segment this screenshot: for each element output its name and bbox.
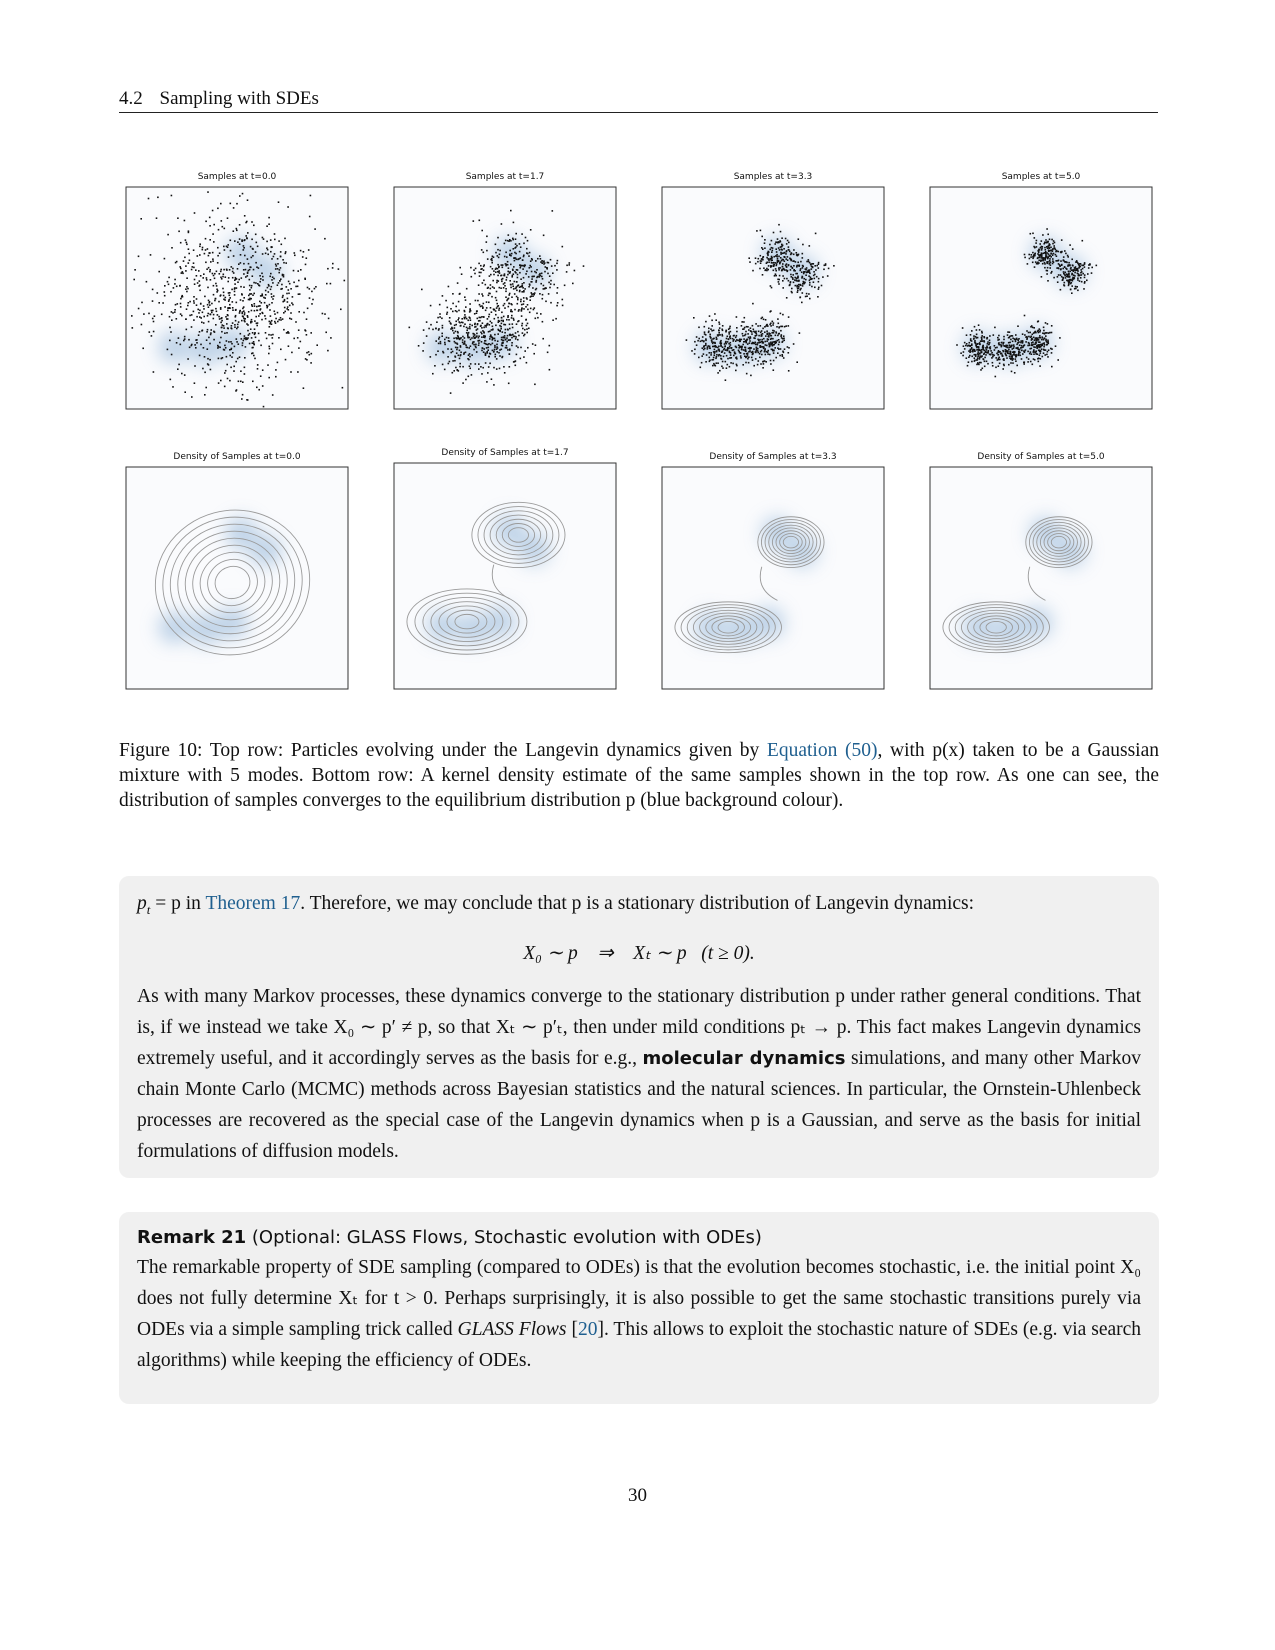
caption-text-1: Top row: Particles evolving under the Langevin dynamics given by bbox=[209, 740, 760, 761]
samples-panel-4 bbox=[929, 172, 1153, 410]
remark-heading bbox=[137, 1224, 1141, 1252]
glass-flows-term: GLASS Flows bbox=[457, 1319, 567, 1340]
panel-title: Samples at t=1.7 bbox=[465, 172, 545, 182]
density-plot bbox=[125, 466, 349, 690]
density-panel-3 bbox=[661, 452, 885, 690]
figure-caption bbox=[119, 738, 1159, 813]
panel-title: Samples at t=5.0 bbox=[1001, 172, 1081, 182]
section-number: 4.2 bbox=[119, 88, 143, 109]
density-plot bbox=[661, 466, 885, 690]
remark-box bbox=[119, 1212, 1159, 1404]
box-paragraph bbox=[137, 981, 1141, 1167]
remark-label: Remark 21 bbox=[137, 1227, 247, 1248]
panel-title: Density of Samples at t=3.3 bbox=[709, 452, 837, 462]
density-panel-2 bbox=[393, 448, 617, 690]
remark-text-b: . This allows to exploit the stochastic nature of SDEs (e.g. via search algorithms) while keeping the efficiency of ODEs. bbox=[137, 1319, 1142, 1371]
scatter-plot bbox=[661, 186, 885, 410]
scatter-plot bbox=[125, 186, 349, 410]
panel-title: Density of Samples at t=1.7 bbox=[441, 448, 569, 458]
density-panel-1 bbox=[125, 452, 349, 690]
box-line-1-text: = p in bbox=[150, 893, 206, 914]
box-line-1-rest: . Therefore, we may conclude that p is a stationary distribution of Langevin dynamics: bbox=[300, 893, 975, 914]
molecular-dynamics-term: molecular dynamics bbox=[642, 1047, 846, 1069]
density-plot bbox=[929, 466, 1153, 690]
paragraph-text-b: simulations, and many other Markov chain Monte Carlo (MCMC) methods across Bayesian statistics and the natural sciences. In particular, the Ornstein-Uhlenbeck processes are recovered as the special case of the Langevin dynamics when p is a Gaussian, and serve as the basis for initial formulations of diffusion models. bbox=[137, 1047, 1142, 1162]
panel-title: Density of Samples at t=0.0 bbox=[173, 452, 301, 462]
density-panel-4 bbox=[929, 452, 1153, 690]
cite-bracket-open: [ bbox=[571, 1319, 578, 1340]
samples-panel-1 bbox=[125, 172, 349, 410]
remark-text bbox=[137, 1252, 1141, 1376]
math-p: p bbox=[137, 893, 147, 914]
math-sub-t: t bbox=[146, 901, 151, 917]
scatter-plot bbox=[393, 186, 617, 410]
panel-title: Samples at t=0.0 bbox=[197, 172, 277, 182]
scatter-plot bbox=[929, 186, 1153, 410]
section-title: Sampling with SDEs bbox=[159, 88, 319, 109]
samples-panel-2 bbox=[393, 172, 617, 410]
cite-bracket-close: ] bbox=[597, 1319, 604, 1340]
remark-subtitle: (Optional: GLASS Flows, Stochastic evolution with ODEs) bbox=[251, 1227, 762, 1248]
box-line-1 bbox=[137, 888, 1141, 925]
equation-link[interactable]: Equation (50) bbox=[766, 740, 878, 761]
panel-title: Samples at t=3.3 bbox=[733, 172, 813, 182]
remark-text-a: The remarkable property of SDE sampling (compared to ODEs) is that the evolution becomes stochastic, i.e. the initial point X₀ does not fully determine Xₜ for t > 0. Perhaps surprisingly, it is also possible to get the same stochastic transitions purely via ODEs via a simple sampling trick called bbox=[137, 1257, 1141, 1340]
density-plot bbox=[393, 462, 617, 690]
panel-title: Density of Samples at t=5.0 bbox=[977, 452, 1105, 462]
theorem-link[interactable]: Theorem 17 bbox=[205, 893, 301, 914]
caption-text-2: , with p(x) taken to be a Gaussian mixture with 5 modes. Bottom row: A kernel density estimate of the same samples shown in the top row. As one can see, the distribution of samples converges to the equilibrium distribution p (blue background colour). bbox=[119, 740, 1159, 811]
page-number: 30 bbox=[628, 1485, 647, 1506]
samples-panel-3 bbox=[661, 172, 885, 410]
citation-link[interactable]: 20 bbox=[577, 1319, 598, 1340]
caption-label: Figure 10: bbox=[119, 740, 203, 761]
display-equation: X₀ ∼ p ⇒ Xₜ ∼ p (t ≥ 0). bbox=[523, 942, 755, 964]
running-head bbox=[119, 88, 1158, 113]
paragraph-text-a: As with many Markov processes, these dynamics converge to the stationary distribution p under rather general conditions. That is, if we instead we take X₀ ∼ p′ ≠ p, so that Xₜ ∼ p′ₜ, then under mild conditions pₜ → p. This fact makes Langevin dynamics extremely useful, and it accordingly serves as the basis for e.g., bbox=[137, 985, 1141, 1069]
theorem-box bbox=[119, 876, 1159, 1178]
